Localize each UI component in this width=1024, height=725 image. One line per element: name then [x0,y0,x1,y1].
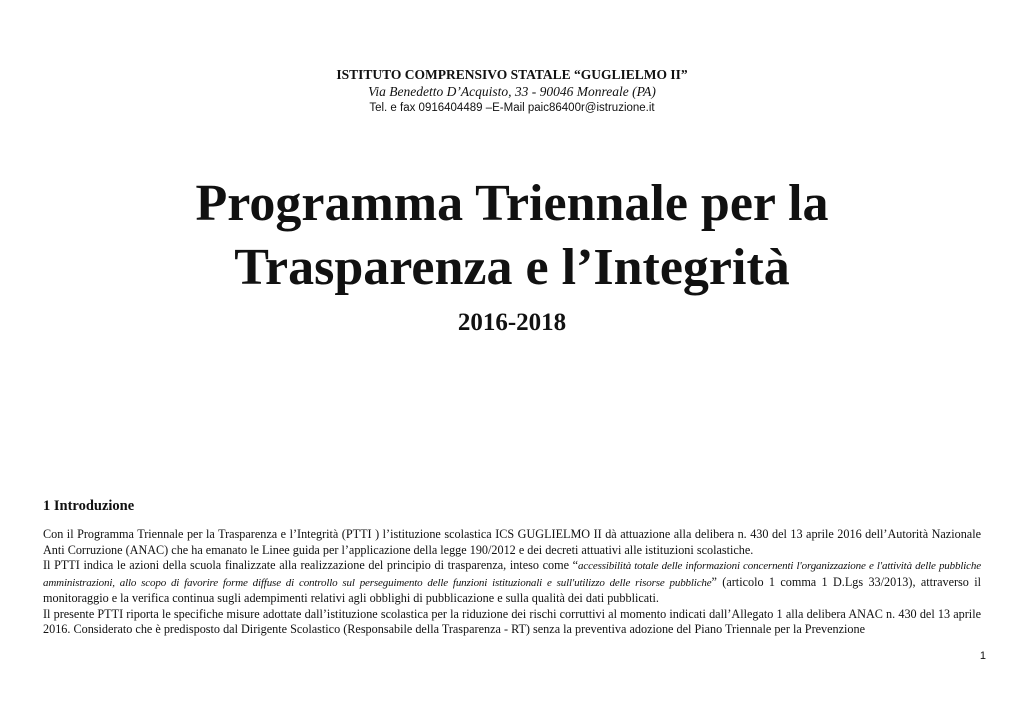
section-body [43,527,981,638]
school-address: Via Benedetto D’Acquisto, 33 - 90046 Monreale (PA) [368,84,656,99]
paragraph-2-end: ” (articolo 1 comma 1 D.Lgs 33/2013), attraverso il monitoraggio e la verifica continua sugli adempimenti relativi agli obblighi di pubblicazione e sulla qualità dei dati pubblicati. [43,574,981,605]
title-line-2: Trasparenza e l’Integrità [234,239,790,296]
school-contacts: Tel. e fax 0916404489 –E-Mail paic86400r@istruzione.it [369,102,655,114]
paragraph-2-start: Il PTTI indica le azioni della scuola finalizzate alla realizzazione del principio di trasparenza, inteso come “ [43,558,579,572]
paragraph-3: Il presente PTTI riporta le specifiche misure adottate dall’istituzione scolastica per la riduzione dei rischi corruttivi al momento indicati dall’Allegato 1 alla delibera ANAC n. 430 del 13 aprile 2016. Considerato che è predisposto dal Dirigente Scolastico (Responsabile della Trasparenza - RT) senza la preventiva adozione del Piano Triennale per la Prevenzione [43,606,981,636]
document-title [0,172,1024,300]
title-line-1: Programma Triennale per la [195,175,829,232]
document-header [0,66,1024,117]
paragraph-2-quote: accessibilità totale delle informazioni concernenti l'organizzazione e l'attività delle pubbliche amministrazioni, allo scopo di favorire forme diffuse di controllo sul perseguimento delle funzioni istituzionali e sull'utilizzo delle risorse pubbliche [43,560,981,589]
paragraph-2 [43,558,981,607]
section-heading: 1 Introduzione [43,498,135,514]
document-years: 2016-2018 [457,309,567,336]
school-name: ISTITUTO COMPRENSIVO STATALE “GUGLIELMO II” [336,67,688,82]
paragraph-1: Con il Programma Triennale per la Trasparenza e l’Integrità (PTTI ) l’istituzione scolastica ICS GUGLIELMO II dà attuazione alla delibera n. 430 del 13 aprile 2016 dell’Autorità Nazionale Anti Corruzione (ANAC) che ha emanato le Linee guida per l’applicazione della legge 190/2012 e dei decreti attuativi alle istituzioni scolastiche. [43,527,981,557]
page-number: 1 [979,650,986,662]
